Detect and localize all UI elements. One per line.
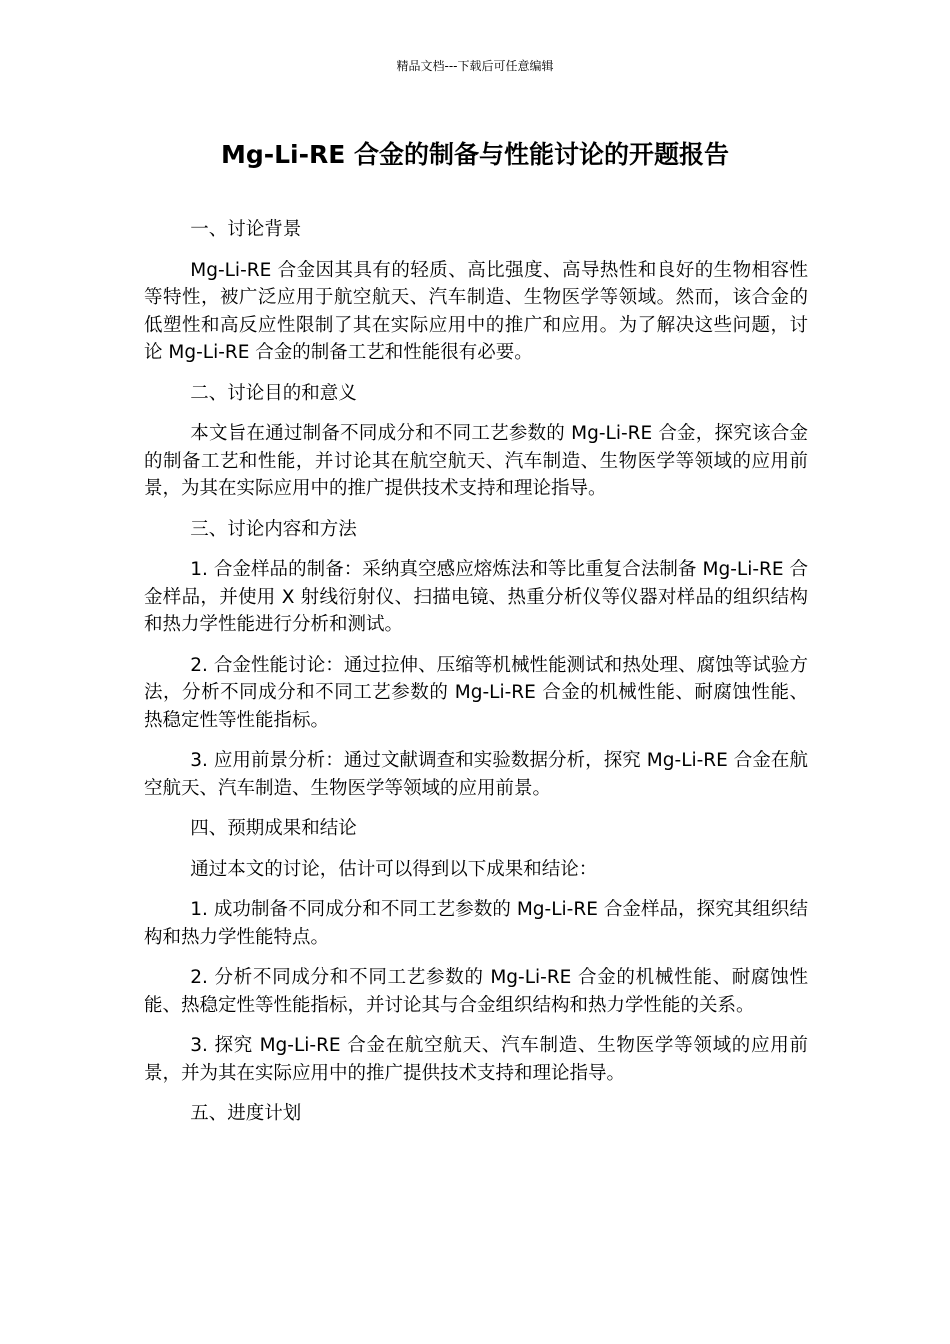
section-heading-purpose: 二、讨论目的和意义 [190, 382, 357, 404]
section-heading-results: 四、预期成果和结论 [190, 818, 357, 839]
results-paragraph-1: 通过本文的讨论，估计可以得到以下成果和结论： [190, 858, 598, 880]
purpose-paragraph-1: 本文旨在通过制备不同成分和不同工艺参数的 Mg-Li-RE 合金，探究该合金的制备工艺和性能，并讨论其在航空航天、汽车制造、生物医学等领域的应用前景，为其在实际应用中的推广提供技术支持和理论指导。 [144, 423, 808, 499]
methods-paragraph-2: 2. 合金性能讨论：通过拉伸、压缩等机械性能测试和热处理、腐蚀等试验方法，分析不同成分和不同工艺参数的 Mg-Li-RE 合金的机械性能、耐腐蚀性能、热稳定性等性能指标。 [144, 654, 808, 731]
methods-paragraph-1: 1. 合金样品的制备：采纳真空感应熔炼法和等比重复合法制备 Mg-Li-RE 合金样品，并使用 X 射线衍射仪、扫描电镜、热重分析仪等仪器对样品的组织结构和热力学性能进行分析和测试。 [144, 559, 808, 635]
section-heading-background: 一、讨论背景 [190, 219, 302, 240]
results-paragraph-3: 2. 分析不同成分和不同工艺参数的 Mg-Li-RE 合金的机械性能、耐腐蚀性能、热稳定性等性能指标，并讨论其与合金组织结构和热力学性能的关系。 [144, 967, 808, 1016]
results-paragraph-4: 3. 探究 Mg-Li-RE 合金在航空航天、汽车制造、生物医学等领域的应用前景，并为其在实际应用中的推广提供技术支持和理论指导。 [144, 1035, 808, 1084]
section-heading-methods: 三、讨论内容和方法 [190, 518, 357, 540]
document-body [144, 216, 808, 1141]
methods-paragraph-3: 3. 应用前景分析：通过文献调查和实验数据分析，探究 Mg-Li-RE 合金在航空航天、汽车制造、生物医学等领域的应用前景。 [144, 750, 808, 799]
background-paragraph-1: Mg-Li-RE 合金因其具有的轻质、高比强度、高导热性和良好的生物相容性等特性，被广泛应用于航空航天、汽车制造、生物医学等领域。然而，该合金的低塑性和高反应性限制了其在实际应用中的推广和应用。为了解决这些问题，讨论 Mg-Li-RE 合金的制备工艺和性能很有必要。 [144, 259, 808, 363]
header-note: 精品文档---下载后可任意编辑 [396, 59, 554, 73]
document-title: Mg-Li-RE 合金的制备与性能讨论的开题报告 [220, 140, 730, 169]
results-paragraph-2: 1. 成功制备不同成分和不同工艺参数的 Mg-Li-RE 合金样品，探究其组织结构和热力学性能特点。 [144, 899, 808, 948]
section-heading-schedule: 五、进度计划 [190, 1103, 302, 1124]
